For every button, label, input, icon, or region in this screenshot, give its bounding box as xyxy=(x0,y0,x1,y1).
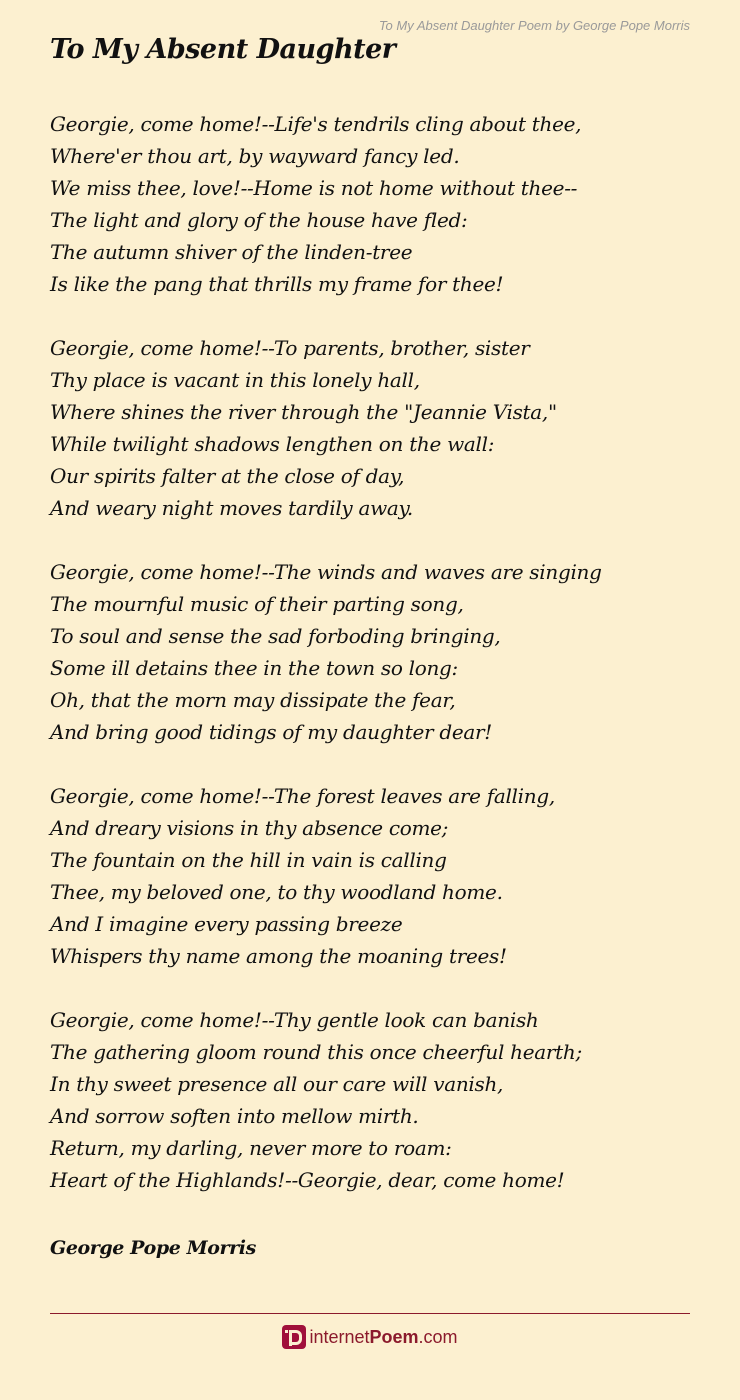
footer-divider xyxy=(50,1313,690,1314)
poem-line: The mournful music of their parting song, xyxy=(50,592,464,616)
footer-brand-link[interactable] xyxy=(0,1325,740,1349)
poem-body xyxy=(50,108,700,1228)
poem-line: Where shines the river through the "Jeannie Vista," xyxy=(50,400,557,424)
poem-line: Our spirits falter at the close of day, xyxy=(50,464,405,488)
poem-line: Heart of the Highlands!--Georgie, dear, come home! xyxy=(50,1168,565,1192)
poem-line: Oh, that the morn may dissipate the fear, xyxy=(50,688,456,712)
poem-line: And weary night moves tardily away. xyxy=(50,496,413,520)
poem-line: Is like the pang that thrills my frame for thee! xyxy=(50,272,504,296)
poem-line: The light and glory of the house have fled: xyxy=(50,208,468,232)
poem-line: The fountain on the hill in vain is calling xyxy=(50,848,447,872)
poem-line: Georgie, come home!--Thy gentle look can banish xyxy=(50,1008,539,1032)
poem-line: In thy sweet presence all our care will vanish, xyxy=(50,1072,504,1096)
poem-line: Where'er thou art, by wayward fancy led. xyxy=(50,144,460,168)
stanza-5 xyxy=(50,1004,700,1196)
poem-line: Georgie, come home!--The forest leaves are falling, xyxy=(50,784,555,808)
poem-line: We miss thee, love!--Home is not home without thee-- xyxy=(50,176,578,200)
stanza-3 xyxy=(50,556,700,748)
poem-line: The autumn shiver of the linden-tree xyxy=(50,240,413,264)
poem-line: And bring good tidings of my daughter dear! xyxy=(50,720,493,744)
poem-title: To My Absent Daughter xyxy=(50,34,396,65)
brand-prefix: internet xyxy=(309,1326,370,1347)
poem-line: Some ill detains thee in the town so long: xyxy=(50,656,458,680)
brand-wordmark xyxy=(309,1327,457,1348)
poem-line: Georgie, come home!--Life's tendrils cling about thee, xyxy=(50,112,582,136)
stanza-1 xyxy=(50,108,700,300)
stanza-2 xyxy=(50,332,700,524)
poem-line: Return, my darling, never more to roam: xyxy=(50,1136,452,1160)
poem-line: The gathering gloom round this once cheerful hearth; xyxy=(50,1040,582,1064)
brand-suffix: .com xyxy=(418,1326,458,1347)
poem-line: And I imagine every passing breeze xyxy=(50,912,403,936)
poem-line: While twilight shadows lengthen on the wall: xyxy=(50,432,495,456)
stanza-4 xyxy=(50,780,700,972)
poem-line: Thy place is vacant in this lonely hall, xyxy=(50,368,420,392)
poem-line: And dreary visions in thy absence come; xyxy=(50,816,449,840)
poem-line: To soul and sense the sad forboding bringing, xyxy=(50,624,501,648)
poem-line: Whispers thy name among the moaning trees! xyxy=(50,944,507,968)
poem-line: Georgie, come home!--The winds and waves are singing xyxy=(50,560,602,584)
poem-line: Georgie, come home!--To parents, brother, sister xyxy=(50,336,530,360)
brand-bold: Poem xyxy=(369,1326,419,1347)
internetpoem-logo-icon xyxy=(282,1325,306,1349)
poem-line: And sorrow soften into mellow mirth. xyxy=(50,1104,419,1128)
poem-author: George Pope Morris xyxy=(50,1237,256,1259)
poem-line: Thee, my beloved one, to thy woodland home. xyxy=(50,880,503,904)
source-line: To My Absent Daughter Poem by George Pope Morris xyxy=(378,18,690,33)
